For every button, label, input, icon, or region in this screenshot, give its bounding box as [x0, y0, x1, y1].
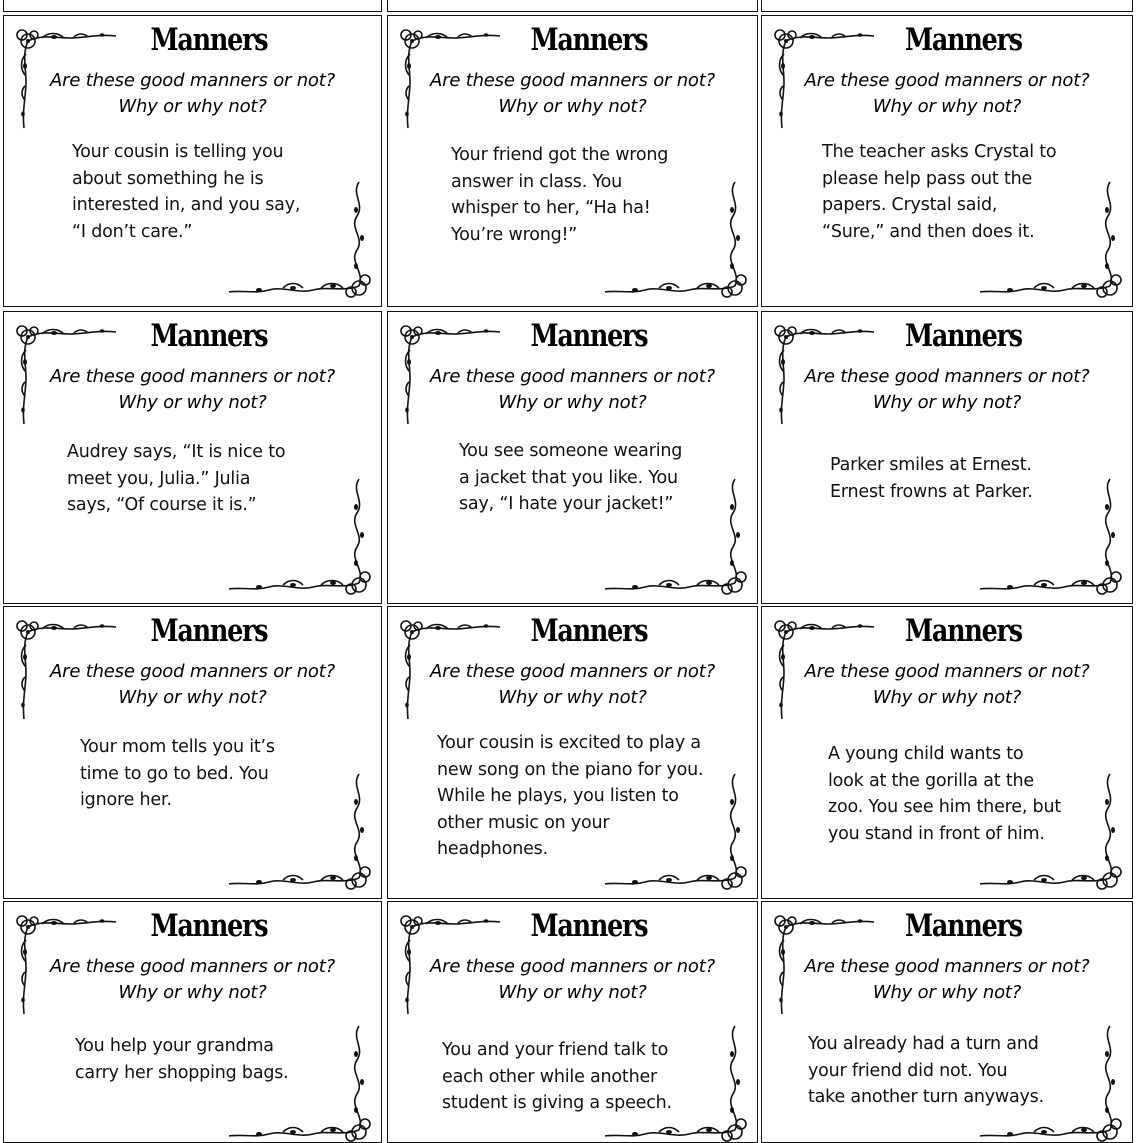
scenario-line: your friend did not. You	[808, 1060, 1008, 1081]
scenario-line: You see someone wearing	[459, 441, 683, 461]
card-title: Manners	[150, 22, 268, 58]
question-line: Why or why not?	[118, 392, 267, 413]
manners-card	[761, 311, 1133, 604]
corner-flourish-icon	[974, 176, 1130, 304]
scenario-line: a jacket that you like. You	[459, 467, 678, 488]
card-title: Manners	[530, 22, 648, 58]
card-title: Manners	[530, 613, 648, 649]
card-question	[762, 364, 1132, 416]
scenario-line: look at the gorilla at the	[828, 770, 1034, 791]
question-line: Are these good manners or not?	[804, 661, 1090, 682]
question-line: Are these good manners or not?	[430, 661, 715, 682]
scenario-line: time to go to bed. You	[80, 763, 269, 784]
scenario-line: new song on the piano for you.	[437, 759, 704, 780]
question-line: Are these good manners or not?	[50, 956, 335, 977]
scenario-line: Your friend got the wrong	[451, 145, 669, 165]
manners-card	[761, 901, 1133, 1143]
card-question	[388, 364, 757, 416]
question-line: Are these good manners or not?	[50, 70, 335, 91]
scenario-line: “I don’t care.”	[72, 221, 193, 242]
scenario-line: says, “Of course it is.”	[67, 495, 257, 515]
scenario-line: Your mom tells you it’s	[80, 737, 275, 757]
scenario-line: You’re wrong!”	[451, 224, 578, 245]
scenario-line: ignore her.	[80, 790, 172, 810]
card-edge	[3, 0, 382, 12]
card-edge	[387, 0, 758, 12]
scenario-line: say, “I hate your jacket!”	[459, 494, 674, 514]
question-line: Are these good manners or not?	[804, 70, 1090, 91]
card-question	[4, 954, 381, 1006]
manners-card	[3, 901, 382, 1143]
corner-flourish-icon	[223, 1020, 379, 1143]
manners-card	[3, 606, 382, 899]
card-question	[388, 954, 757, 1006]
scenario-line: other music on your	[437, 812, 610, 833]
scenario-line: You help your grandma	[75, 1036, 274, 1056]
card-question	[762, 659, 1132, 711]
scenario-line: “Sure,” and then does it.	[822, 221, 1035, 242]
scenario-line: please help pass out the	[822, 168, 1033, 189]
question-line: Are these good manners or not?	[430, 70, 715, 91]
scenario-line: take another turn anyways.	[808, 1087, 1044, 1107]
question-line: Are these good manners or not?	[804, 366, 1090, 387]
card-title: Manners	[150, 613, 268, 649]
question-line: Why or why not?	[118, 687, 267, 708]
scenario-line: zoo. You see him there, but	[828, 797, 1062, 817]
manners-card	[3, 311, 382, 604]
scenario-line: carry her shopping bags.	[75, 1062, 289, 1083]
card-edge	[761, 0, 1133, 12]
card-question	[762, 954, 1132, 1006]
scenario-line: student is giving a speech.	[442, 1093, 672, 1113]
corner-flourish-icon	[974, 768, 1130, 896]
question-line: Why or why not?	[498, 982, 647, 1003]
scenario-line: Your cousin is telling you	[72, 142, 284, 162]
scenario-line: each other while another	[442, 1066, 658, 1087]
card-title: Manners	[904, 908, 1022, 944]
manners-card	[387, 901, 758, 1143]
manners-card	[3, 15, 382, 307]
card-title: Manners	[904, 613, 1022, 649]
card-question	[388, 68, 757, 120]
card-question	[4, 68, 381, 120]
question-line: Why or why not?	[118, 96, 267, 117]
scenario-line: You and your friend talk to	[442, 1040, 669, 1060]
corner-flourish-icon	[599, 176, 755, 304]
manners-card	[387, 606, 758, 899]
scenario-line: The teacher asks Crystal to	[822, 142, 1057, 162]
corner-flourish-icon	[599, 1020, 755, 1143]
corner-flourish-icon	[223, 176, 379, 304]
question-line: Why or why not?	[498, 96, 647, 117]
question-line: Are these good manners or not?	[430, 956, 715, 977]
card-question	[4, 364, 381, 416]
manners-card	[761, 606, 1133, 899]
question-line: Why or why not?	[872, 392, 1022, 413]
card-title: Manners	[530, 908, 648, 944]
scenario-line: Your cousin is excited to play a	[437, 733, 701, 753]
question-line: Are these good manners or not?	[430, 366, 715, 387]
card-question	[762, 68, 1132, 120]
scenario-line: Audrey says, “It is nice to	[67, 442, 286, 462]
manners-card	[387, 15, 758, 307]
scenario-line: you stand in front of him.	[828, 823, 1045, 844]
card-question	[388, 659, 757, 711]
question-line: Why or why not?	[872, 96, 1022, 117]
card-title: Manners	[150, 318, 268, 354]
manners-card	[387, 311, 758, 604]
scenario-line: papers. Crystal said,	[822, 195, 998, 215]
scenario-line: answer in class. You	[451, 171, 623, 192]
scenario-line: about something he is	[72, 168, 264, 189]
scenario-line: headphones.	[437, 839, 548, 859]
question-line: Are these good manners or not?	[50, 366, 335, 387]
corner-flourish-icon	[974, 1020, 1130, 1143]
card-title: Manners	[904, 318, 1022, 354]
card-title: Manners	[150, 908, 268, 944]
corner-flourish-icon	[599, 768, 755, 896]
question-line: Why or why not?	[872, 982, 1022, 1003]
question-line: Are these good manners or not?	[50, 661, 335, 682]
question-line: Why or why not?	[498, 392, 647, 413]
question-line: Why or why not?	[872, 687, 1022, 708]
scenario-line: interested in, and you say,	[72, 195, 301, 215]
scenario-line: While he plays, you listen to	[437, 786, 679, 806]
scenario-line: Ernest frowns at Parker.	[830, 481, 1033, 502]
corner-flourish-icon	[974, 473, 1130, 601]
scenario-line: meet you, Julia.” Julia	[67, 468, 251, 489]
card-title: Manners	[904, 22, 1022, 58]
scenario-line: whisper to her, “Ha ha!	[451, 198, 651, 218]
scenario-line: Parker smiles at Ernest.	[830, 455, 1032, 475]
scenario-line: A young child wants to	[828, 744, 1024, 764]
card-title: Manners	[530, 318, 648, 354]
corner-flourish-icon	[599, 473, 755, 601]
corner-flourish-icon	[223, 768, 379, 896]
corner-flourish-icon	[223, 473, 379, 601]
card-question	[4, 659, 381, 711]
question-line: Why or why not?	[498, 687, 647, 708]
question-line: Why or why not?	[118, 982, 267, 1003]
question-line: Are these good manners or not?	[804, 956, 1090, 977]
manners-card	[761, 15, 1133, 307]
scenario-line: You already had a turn and	[808, 1034, 1039, 1054]
